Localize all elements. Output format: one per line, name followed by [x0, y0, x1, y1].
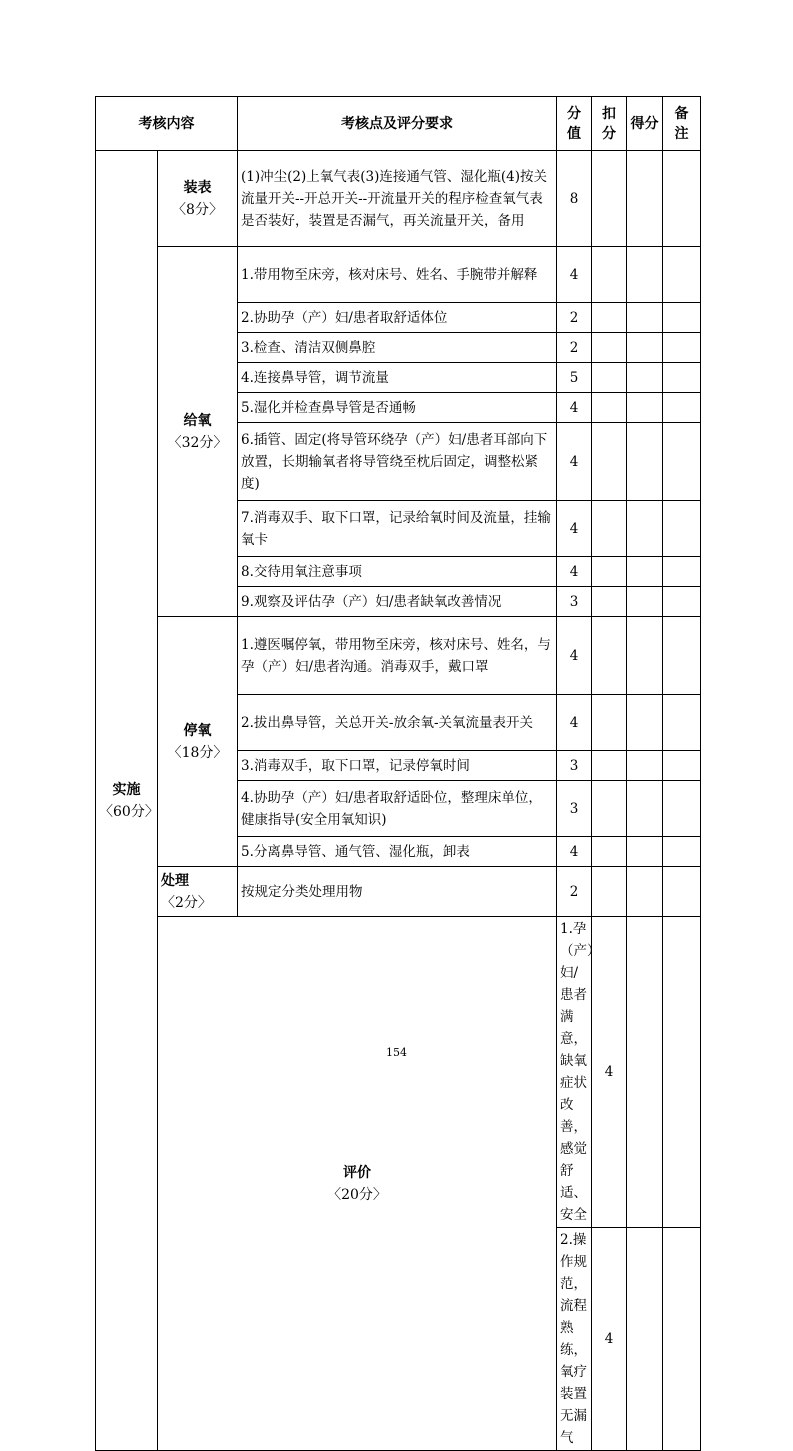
- deduct-cell: [592, 781, 627, 837]
- deduct-cell: [592, 837, 627, 867]
- deduct-cell: [592, 303, 627, 333]
- score-value: 4: [557, 837, 592, 867]
- score-value: 3: [557, 781, 592, 837]
- score-value: 4: [557, 557, 592, 587]
- requirement-text: 1.孕（产）妇/患者满意，缺氧症状改善，感觉舒适、安全: [557, 917, 592, 1228]
- got-cell: [627, 695, 663, 751]
- score-value: 4: [557, 393, 592, 423]
- header-score: 分值: [557, 97, 592, 151]
- got-cell: [663, 917, 701, 1228]
- remark-cell: [663, 151, 701, 247]
- header-points-req: 考核点及评分要求: [238, 97, 557, 151]
- remark-cell: [663, 695, 701, 751]
- got-cell: [627, 423, 663, 501]
- section-impl-name: 实施: [112, 781, 141, 798]
- score-value: 3: [557, 587, 592, 617]
- sub-dispose: [158, 867, 238, 917]
- got-cell: [663, 1228, 701, 1451]
- score-value: 4: [592, 917, 627, 1228]
- score-value: 4: [557, 617, 592, 695]
- score-value: 4: [557, 501, 592, 557]
- deduct-cell: [592, 151, 627, 247]
- deduct-cell: [592, 501, 627, 557]
- score-value: 8: [557, 151, 592, 247]
- deduct-cell: [592, 695, 627, 751]
- requirement-text: 3.检查、清洁双侧鼻腔: [238, 333, 557, 363]
- requirement-text: 2.协助孕（产）妇/患者取舒适体位: [238, 303, 557, 333]
- table-row: [96, 617, 701, 695]
- got-cell: [627, 781, 663, 837]
- got-cell: [627, 751, 663, 781]
- header-row: [96, 97, 701, 151]
- sub-install-name: 装表: [183, 179, 212, 196]
- sub-install-points: 〈8分〉: [172, 201, 223, 218]
- got-cell: [627, 617, 663, 695]
- remark-cell: [663, 837, 701, 867]
- header-deduct: 扣分: [592, 97, 627, 151]
- got-cell: [627, 501, 663, 557]
- table-row: [96, 867, 701, 917]
- got-cell: [627, 247, 663, 303]
- section-evaluation-name: 评价: [343, 1164, 371, 1181]
- score-value: 2: [557, 333, 592, 363]
- requirement-text: 5.湿化并检查鼻导管是否通畅: [238, 393, 557, 423]
- requirement-text: 4.协助孕（产）妇/患者取舒适卧位，整理床单位，健康指导(安全用氧知识): [238, 781, 557, 837]
- remark-cell: [663, 557, 701, 587]
- deduct-cell: [592, 247, 627, 303]
- remark-cell: [663, 363, 701, 393]
- deduct-cell: [592, 363, 627, 393]
- got-cell: [627, 333, 663, 363]
- section-evaluation-points: 〈20分〉: [327, 1186, 387, 1203]
- requirement-text: 5.分离鼻导管、通气管、湿化瓶，卸表: [238, 837, 557, 867]
- got-cell: [627, 867, 663, 917]
- table-row: [96, 247, 701, 303]
- sub-give-points: 〈32分〉: [167, 434, 228, 451]
- deduct-cell: [592, 587, 627, 617]
- remark-cell: [663, 333, 701, 363]
- section-impl: [96, 151, 158, 1451]
- deduct-cell: [592, 393, 627, 423]
- remark-cell: [663, 423, 701, 501]
- requirement-text: 1.带用物至床旁，核对床号、姓名、手腕带并解释: [238, 247, 557, 303]
- table-row: [96, 151, 701, 247]
- sub-give: [158, 247, 238, 617]
- got-cell: [627, 393, 663, 423]
- score-value: 5: [557, 363, 592, 393]
- deduct-cell: [592, 423, 627, 501]
- sub-stop-points: 〈18分〉: [167, 744, 228, 761]
- deduct-cell: [592, 557, 627, 587]
- remark-cell: [663, 751, 701, 781]
- requirement-text: 2.拔出鼻导管，关总开关-放余氧-关氧流量表开关: [238, 695, 557, 751]
- deduct-cell: [592, 867, 627, 917]
- deduct-cell: [592, 751, 627, 781]
- score-value: 4: [592, 1228, 627, 1451]
- score-value: 4: [557, 247, 592, 303]
- requirement-text: 8.交待用氧注意事项: [238, 557, 557, 587]
- requirement-text: 6.插管、固定(将导管环绕孕（产）妇/患者耳部向下放置，长期输氧者将导管绕至枕后固定，调整松紧度): [238, 423, 557, 501]
- score-value: 2: [557, 303, 592, 333]
- page-number: 154: [386, 1046, 407, 1059]
- remark-cell: [663, 587, 701, 617]
- got-cell: [627, 303, 663, 333]
- got-cell: [627, 587, 663, 617]
- remark-cell: [663, 247, 701, 303]
- sub-dispose-points: 〈2分〉: [161, 894, 212, 911]
- table-row: [96, 917, 701, 1228]
- score-value: 4: [557, 695, 592, 751]
- deduct-cell: [592, 333, 627, 363]
- section-impl-points: 〈60分〉: [99, 803, 159, 820]
- requirement-text: 4.连接鼻导管，调节流量: [238, 363, 557, 393]
- deduct-cell: [627, 1228, 663, 1451]
- remark-cell: [663, 303, 701, 333]
- sub-install: [158, 151, 238, 247]
- deduct-cell: [627, 917, 663, 1228]
- requirement-text: 2.操作规范，流程熟练，氧疗装置无漏气: [557, 1228, 592, 1451]
- header-content: 考核内容: [96, 97, 238, 151]
- remark-cell: [663, 867, 701, 917]
- deduct-cell: [592, 617, 627, 695]
- got-cell: [627, 837, 663, 867]
- requirement-text: 9.观察及评估孕（产）妇/患者缺氧改善情况: [238, 587, 557, 617]
- header-remark: 备注: [663, 97, 701, 151]
- got-cell: [627, 151, 663, 247]
- remark-cell: [663, 617, 701, 695]
- section-evaluation: [158, 917, 557, 1451]
- sub-give-name: 给氧: [183, 412, 212, 429]
- sub-dispose-name: 处理: [161, 872, 189, 889]
- score-value: 3: [557, 751, 592, 781]
- remark-cell: [663, 781, 701, 837]
- sub-stop: [158, 617, 238, 867]
- remark-cell: [663, 393, 701, 423]
- requirement-text: 1.遵医嘱停氧，带用物至床旁，核对床号、姓名，与孕（产）妇/患者沟通。消毒双手，戴口罩: [238, 617, 557, 695]
- got-cell: [627, 363, 663, 393]
- requirement-text: 7.消毒双手、取下口罩，记录给氧时间及流量，挂输氧卡: [238, 501, 557, 557]
- score-value: 4: [557, 423, 592, 501]
- header-got: 得分: [627, 97, 663, 151]
- remark-cell: [663, 501, 701, 557]
- got-cell: [627, 557, 663, 587]
- requirement-text: (1)冲尘(2)上氧气表(3)连接通气管、湿化瓶(4)按关流量开关--开总开关--开流量开关的程序检查氧气表是否装好，装置是否漏气，再关流量开关，备用: [238, 151, 557, 247]
- requirement-text: 按规定分类处理用物: [238, 867, 557, 917]
- requirement-text: 3.消毒双手，取下口罩，记录停氧时间: [238, 751, 557, 781]
- score-value: 2: [557, 867, 592, 917]
- sub-stop-name: 停氧: [183, 722, 212, 739]
- scoring-table: [95, 96, 701, 1451]
